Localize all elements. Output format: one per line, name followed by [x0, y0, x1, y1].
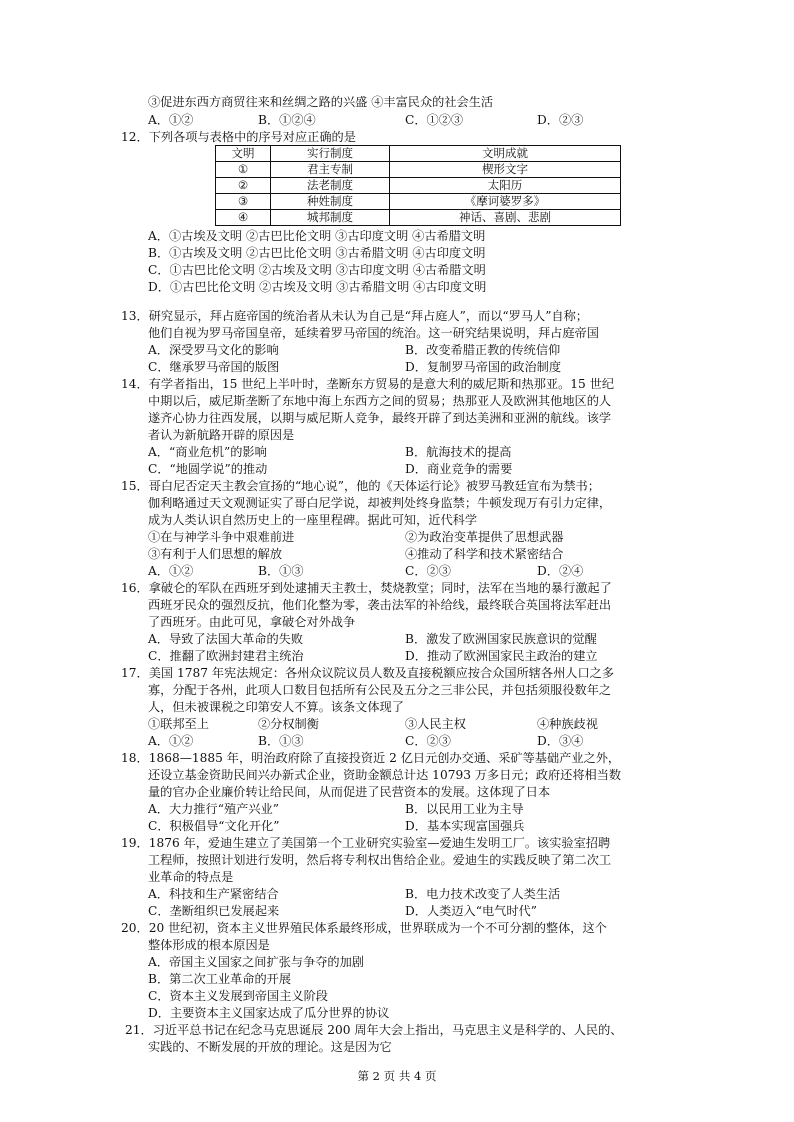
q15-option-b[interactable]: B．①③	[258, 564, 304, 578]
table-cell: ④	[216, 210, 271, 226]
q14-stem-line: 14．有学者指出，15 世纪上半叶时，垄断东方贸易的是意大利的威尼斯和热那亚。15 世纪	[121, 377, 615, 391]
q18-option-d[interactable]: D．基本实现富国强兵	[405, 819, 525, 833]
q11-continuation: ③促进东西方商贸往来和丝绸之路的兴盛 ④丰富民众的社会生活	[148, 95, 494, 109]
q15-option-d[interactable]: D．②④	[537, 564, 584, 578]
q17-option-c[interactable]: C．②③	[405, 734, 451, 748]
q15-option-c[interactable]: C．②③	[405, 564, 451, 578]
q15-stem-line: 15．哥白尼否定天主教会宣扬的“地心说”，他的《天体运行论》被罗马教廷宣布为禁书；	[121, 479, 600, 493]
table-cell: ③	[216, 194, 271, 210]
table-header-cell: 文明	[216, 146, 271, 162]
q14-stem-line: 者认为新航路开辟的原因是	[148, 428, 295, 442]
q11-option-a[interactable]: A．①②	[148, 113, 194, 127]
q19-option-d[interactable]: D．人类迈入“电气时代”	[405, 904, 537, 918]
q21-stem-line: 实践的、不断发展的开放的理论。这是因为它	[148, 1040, 392, 1054]
q21-stem-line: 21．习近平总书记在纪念马克思诞辰 200 周年大会上指出，马克思主义是科学的、人民的、	[125, 1023, 623, 1037]
table-cell: 太阳历	[390, 178, 621, 194]
q16-stem-line: 16．拿破仑的军队在西班牙到处逮捕天主教士，焚烧教堂；同时，法军在当地的暴行激起了	[121, 581, 612, 595]
q13-option-b[interactable]: B．改变希腊正教的传统信仰	[405, 343, 561, 357]
q15-item: ③有利于人们思想的解放	[148, 547, 283, 561]
q18-option-c[interactable]: C．积极倡导“文化开化”	[148, 819, 280, 833]
q14-option-d[interactable]: D．商业竞争的需要	[405, 462, 513, 476]
table-cell: 法老制度	[271, 178, 390, 194]
table-cell: ①	[216, 162, 271, 178]
q12-option-b[interactable]: B．①古埃及文明 ②古巴比伦文明 ③古希腊文明 ④古印度文明	[148, 246, 486, 260]
civilization-table	[215, 145, 621, 226]
q13-option-a[interactable]: A．深受罗马文化的影响	[148, 343, 279, 357]
q15-stem-line: 成为人类认识自然历史上的一座里程碑。据此可知，近代科学	[148, 513, 478, 527]
table-cell: 楔形文字	[390, 162, 621, 178]
q15-item: ①在与神学斗争中艰难前进	[148, 530, 295, 544]
q17-item: ④种族歧视	[537, 717, 598, 731]
q18-option-b[interactable]: B．以民用工业为主导	[405, 802, 524, 816]
q15-stem-line: 伽利略通过天文观测证实了哥白尼学说，却被判处终身监禁；牛顿发现万有引力定律，	[148, 496, 612, 510]
q15-item: ②为政治变革提供了思想武器	[405, 530, 564, 544]
table-cell: ②	[216, 178, 271, 194]
q20-option-d[interactable]: D．主要资本主义国家达成了瓜分世界的协议	[148, 1006, 390, 1020]
q16-option-c[interactable]: C．推翻了欧洲封建君主统治	[148, 649, 304, 663]
q18-stem-line: 量的官办企业廉价转让给民间，从而促进了民营资本的发展。这体现了日本	[148, 785, 551, 799]
q19-stem-line: 业革命的特点是	[148, 870, 234, 884]
q16-option-a[interactable]: A．导致了法国大革命的失败	[148, 632, 304, 646]
q17-item: ②分权制衡	[258, 717, 319, 731]
q19-option-a[interactable]: A．科技和生产紧密结合	[148, 887, 279, 901]
q20-option-a[interactable]: A．帝国主义国家之间扩张与争夺的加剧	[148, 955, 364, 969]
table-cell: 城邦制度	[271, 210, 390, 226]
q11-option-b[interactable]: B．①②④	[258, 113, 316, 127]
q14-stem-line: 中期以后，威尼斯垄断了东地中海上东西方之间的贸易；热那亚人及欧洲其他地区的人	[148, 394, 612, 408]
q17-item: ③人民主权	[405, 717, 466, 731]
q18-option-a[interactable]: A．大力推行“殖产兴业”	[148, 802, 279, 816]
q16-stem-line: 西班牙民众的强烈反抗，他们化整为零，袭击法军的补给线，最终联合英国将法军赶出	[148, 598, 612, 612]
q12-option-d[interactable]: D．①古巴比伦文明 ②古埃及文明 ③古希腊文明 ④古印度文明	[148, 280, 487, 294]
table-cell: 种姓制度	[271, 194, 390, 210]
q17-stem-line: 17．美国 1787 年宪法规定：各州众议院议员人数及直接税额应按合众国所辖各州人口之多	[121, 666, 615, 680]
q19-option-c[interactable]: C．垄断组织已发展起来	[148, 904, 280, 918]
q17-option-d[interactable]: D．③④	[537, 734, 584, 748]
q17-option-a[interactable]: A．①②	[148, 734, 194, 748]
q11-option-c[interactable]: C．①②③	[405, 113, 464, 127]
q14-stem-line: 遂齐心协力往西发展，以期与威尼斯人竞争，最终开辟了到达美洲和亚洲的航线。该学	[148, 411, 612, 425]
q13-stem-line: 13．研究显示，拜占庭帝国的统治者从未认为自己是“拜占庭人”，而以“罗马人”自称；	[121, 309, 588, 323]
q13-option-d[interactable]: D．复制罗马帝国的政治制度	[405, 360, 562, 374]
q12-option-a[interactable]: A．①古埃及文明 ②古巴比伦文明 ③古印度文明 ④古希腊文明	[148, 229, 486, 243]
q20-stem-line: 20．20 世纪初，资本主义世界殖民体系最终形成，世界联成为一个不可分割的整体，这个	[121, 921, 607, 935]
table-cell: 《摩诃婆罗多》	[390, 194, 621, 210]
q19-stem-line: 工程师，按照计划进行发明，然后将专利权出售给企业。爱迪生的实践反映了第二次工	[148, 853, 612, 867]
q15-option-a[interactable]: A．①②	[148, 564, 194, 578]
table-row	[216, 178, 621, 194]
q14-option-a[interactable]: A．“商业危机”的影响	[148, 445, 267, 459]
q20-stem-line: 整体形成的根本原因是	[148, 938, 270, 952]
q12-option-c[interactable]: C．①古巴比伦文明 ②古埃及文明 ③古印度文明 ④古希腊文明	[148, 263, 486, 277]
q19-option-b[interactable]: B．电力技术改变了人类生活	[405, 887, 561, 901]
table-row	[216, 194, 621, 210]
q14-option-c[interactable]: C．“地圆学说”的推动	[148, 462, 268, 476]
q17-item: ①联邦至上	[148, 717, 209, 731]
q18-stem-line: 18．1868—1885 年，明治政府除了直接投资近 2 亿日元创办交通、采矿等基础产业之外，	[121, 751, 621, 765]
table-row	[216, 162, 621, 178]
table-cell: 神话、喜剧、悲剧	[390, 210, 621, 226]
page-number: 第 2 页 共 4 页	[357, 1069, 437, 1083]
table-header-row	[216, 146, 621, 162]
q13-stem-line: 他们自视为罗马帝国皇帝，延续着罗马帝国的统治。这一研究结果说明，拜占庭帝国	[148, 326, 599, 340]
table-row	[216, 210, 621, 226]
q17-option-b[interactable]: B．①③	[258, 734, 304, 748]
table-header-cell: 文明成就	[390, 146, 621, 162]
q19-stem-line: 19．1876 年，爱迪生建立了美国第一个工业研究实验室—爱迪生发明工厂。该实验室招聘	[121, 836, 611, 850]
q15-item: ④推动了科学和技术紧密结合	[405, 547, 564, 561]
q11-option-d[interactable]: D．②③	[537, 113, 584, 127]
q16-option-b[interactable]: B．激发了欧洲国家民族意识的觉醒	[405, 632, 597, 646]
q13-option-c[interactable]: C．继承罗马帝国的版图	[148, 360, 280, 374]
q14-option-b[interactable]: B．航海技术的提高	[405, 445, 512, 459]
q20-option-b[interactable]: B．第二次工业革命的开展	[148, 972, 292, 986]
table-cell: 君主专制	[271, 162, 390, 178]
q12-stem: 12．下列各项与表格中的序号对应正确的是	[121, 130, 356, 144]
q16-stem-line: 了西班牙。由此可见，拿破仑对外战争	[148, 615, 356, 629]
q16-option-d[interactable]: D．推动了欧洲国家民主政治的建立	[405, 649, 598, 663]
q20-option-c[interactable]: C．资本主义发展到帝国主义阶段	[148, 989, 328, 1003]
q17-stem-line: 人，但未被课税之印第安人不算。该条文体现了	[148, 700, 404, 714]
q17-stem-line: 寡，分配于各州，此项人口数目包括所有公民及五分之三非公民，并包括须服役数年之	[148, 683, 612, 697]
table-header-cell: 实行制度	[271, 146, 390, 162]
q18-stem-line: 还设立基金资助民间兴办新式企业，资助金额总计达 10793 万多日元；政府还将相当数	[148, 768, 622, 782]
